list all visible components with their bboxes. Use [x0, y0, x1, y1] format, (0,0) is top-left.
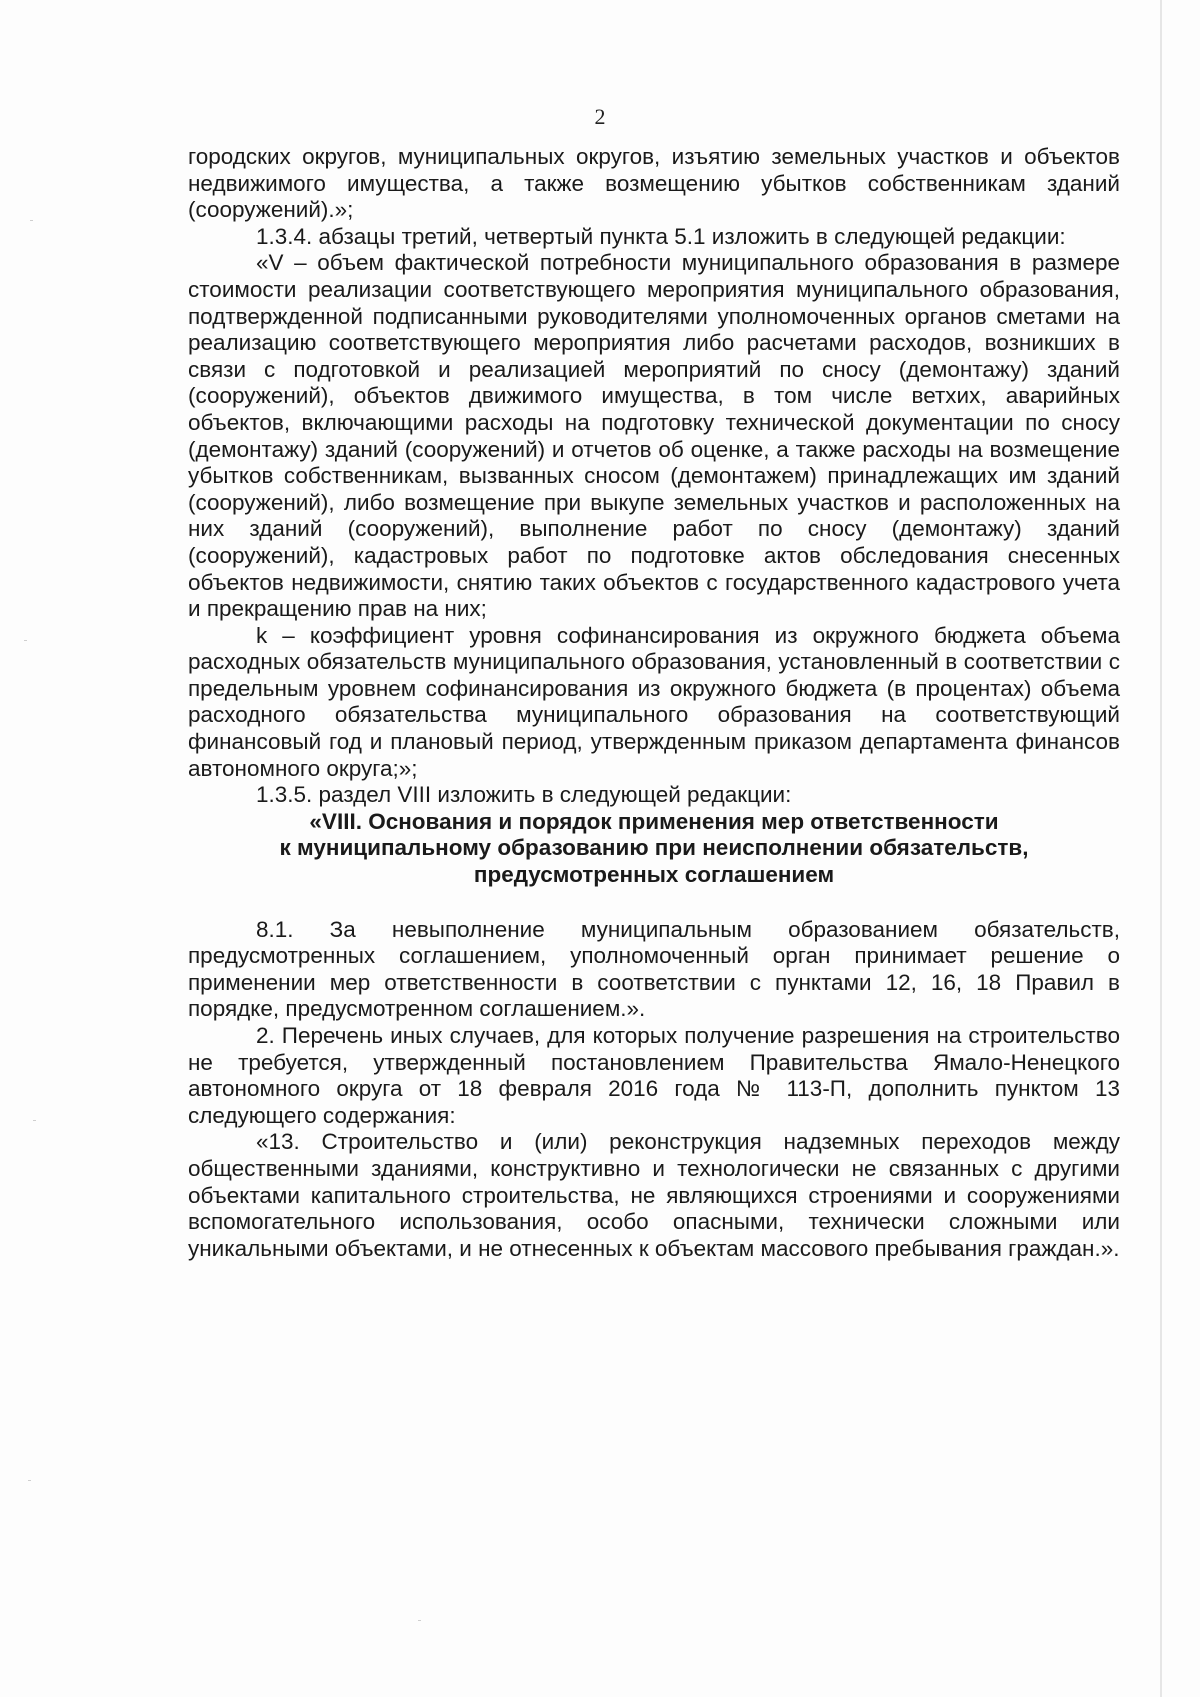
scan-speck: [30, 220, 33, 221]
paragraph-1-3-5: 1.3.5. раздел VIII изложить в следующей редакции:: [256, 782, 792, 808]
paragraph-v-definition: «V – объем фактической потребности муниципального образования в размере стоимости реализации соответствующего мероприятия муниципального образования, подтвержденной подписанными руководителями уполномоченных органов сметами на реализацию соответствующего мероприятия либо расчетами расходов, возникших в связи с подготовкой и реализацией мероприятий по сносу (демонтажу) зданий (сооружений), объектов движимого имущества, в том числе ветхих, аварийных объектов, включающими расходы на подготовку технической документации по сносу (демонтажу) зданий (сооружений) и отчетов об оценке, а также расходы на возмещение убытков собственникам, вызванных сносом (демонтажем) принадлежащих им зданий (сооружений), либо возмещение при выкупе земельных участков и расположенных на них зданий (сооружений), выполнение работ по сносу (демонтажу) зданий (сооружений), кадастровых работ по подготовке актов обследования снесенных объектов недвижимости, снятию таких объектов с государственного кадастрового учета и прекращению прав на них;: [188, 250, 1120, 622]
page-number: 2: [594, 104, 606, 129]
section-heading: [188, 809, 1120, 889]
paragraph-8-1: 8.1. За невыполнение муниципальным образованием обязательств, предусмотренных соглашением, уполномоченный орган принимает решение о применении мер ответственности в соответствии с пунктами 12, 16, 18 Правил в порядке, предусмотренном соглашением.».: [188, 916, 1120, 1022]
section-heading-line-2: к муниципальному образованию при неисполнении обязательств,: [279, 835, 1029, 861]
section-heading-line-3: предусмотренных соглашением: [473, 862, 835, 888]
scan-speck: [33, 1120, 36, 1121]
paragraph-2: 2. Перечень иных случаев, для которых получение разрешения на строительство не требуется, утвержденный постановлением Правительства Ямало-Ненецкого автономного округа от 18 февраля 2016 года № 113-П, дополнить пунктом 13 следующего содержания:: [188, 1023, 1120, 1128]
paragraph-13: «13. Строительство и (или) реконструкция надземных переходов между общественными зданиями, конструктивно и технологически не связанных с другими объектами капитального строительства, не являющихся строениями и сооружениями вспомогательного использования, особо опасными, технически сложными или уникальными объектами, и не отнесенных к объектам массового пребывания граждан.».: [188, 1129, 1120, 1261]
paragraph-k-definition: k – коэффициент уровня софинансирования из окружного бюджета объема расходных обязательств муниципального образования, установленный в соответствии с предельным уровнем софинансирования из окружного бюджета (в процентах) объема расходного обязательства муниципального образования на соответствующий финансовый год и плановый период, утвержденным приказом департамента финансов автономного округа;»;: [188, 622, 1120, 781]
document-body: [188, 144, 1120, 1262]
scan-edge: [1160, 0, 1162, 1697]
scan-speck: [418, 1620, 421, 1621]
scan-speck: [28, 1480, 31, 1481]
scan-speck: [24, 640, 27, 641]
spacer: [188, 889, 1120, 917]
paragraph-1-3-4: 1.3.4. абзацы третий, четвертый пункта 5.1 изложить в следующей редакции:: [256, 223, 1066, 249]
paragraph-continuation: городских округов, муниципальных округов, изъятию земельных участков и объектов недвижимого имущества, а также возмещению убытков собственникам зданий (сооружений).»;: [188, 144, 1120, 223]
section-heading-line-1: «VIII. Основания и порядок применения мер ответственности: [309, 808, 999, 834]
